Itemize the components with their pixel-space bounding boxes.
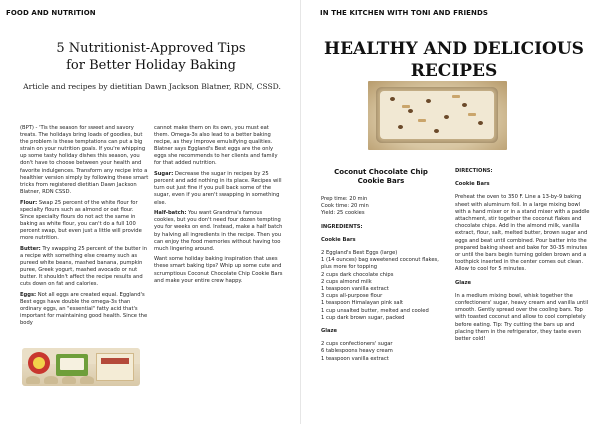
ingredient-item: 1 (14 ounces) bag sweetened coconut flakes, plus more for topping (321, 257, 439, 271)
tip-text: Try swapping 25 percent of the butter in a recipe with something else creamy such as pureed white beans, mashed banana, pumpkin puree, Greek yogurt, mashed avocado or nut butter. It shouldn't affect the recipe results and cuts down on fat and calories. (20, 245, 147, 288)
right-page (301, 0, 600, 424)
ingredient-item: 3 cups all-purpose flour (321, 293, 383, 300)
ingredient-item: 2 cups almond milk (321, 278, 372, 285)
tip-eggs (20, 292, 149, 327)
section-header: IN THE KITCHEN WITH TONI AND FRIENDS (320, 9, 489, 17)
tip-half-batch (154, 210, 285, 253)
recipes-title (321, 38, 587, 82)
recipes-title-line-1: HEALTHY AND DELICIOUS (324, 39, 584, 59)
glaze-item: 2 cups confectioners' sugar (321, 341, 393, 348)
tip-label: Butter: (20, 245, 41, 252)
directions-heading: DIRECTIONS: (455, 168, 493, 174)
ingredient-item: 1 teaspoon Himalayan pink salt (321, 300, 404, 307)
eggs-continued: cannot make them on its own, you must eat them. Omega-3s also lead to a better baking recipe, as they improve emulsifying qualities. Blatner says Eggland's Best eggs are the only eggs she recommends to her clients and family for that added nutrition. (154, 125, 278, 167)
tip-flour (20, 200, 149, 243)
article-title (10, 40, 292, 74)
glaze-item: 6 tablespoons heavy cream (321, 348, 393, 355)
directions-cookie-subheading: Cookie Bars (455, 181, 490, 188)
tip-label: Eggs: (20, 291, 37, 298)
closing-paragraph: Want some holiday baking inspiration that uses these smart baking tips? Whip up some cute and scrumptious Coconut Chocolate Chip Cookie Bars and make your entire crew happy. (154, 256, 283, 284)
ingredient-item: 1 cup unsalted butter, melted and cooled (321, 307, 429, 314)
ingredients-column (321, 196, 451, 363)
brand-badge-icon (28, 352, 50, 374)
recipe-title-line-1: Coconut Chocolate Chip (334, 168, 428, 176)
cookie-bars-subheading: Cookie Bars (321, 236, 356, 243)
tip-text: You want Grandma's famous cookies, but you don't need four dozen tempting you for weeks on end. Instead, make a half batch by halving all ingredients in the recipe. Then you can enjoy the food memories without having too much lingering around. (154, 210, 283, 252)
tip-label: Sugar: (154, 171, 174, 178)
tip-sugar (154, 171, 285, 206)
tip-text: Decrease the sugar in recipes by 25 percent and add nothing in its place. Recipes will turn out just fine if you pull back some of the sugar, even if you aren't swapping in something else. (154, 171, 282, 206)
yield: Yield: 25 cookies (321, 210, 365, 217)
ingredient-item: 1 teaspoon vanilla extract (321, 286, 389, 293)
directions-column (455, 168, 591, 343)
ingredient-item: 2 cups dark chocolate chips (321, 271, 394, 278)
tip-label: Flour: (20, 199, 38, 206)
ingredients-heading: INGREDIENTS: (321, 223, 363, 230)
tip-text: Swap 25 percent of the white flour for specialty flours such as almond or oat flour. Since specialty flours do not act the same in baking as white flour, you can't do a full 100 percent swap, but even just a little will provide more nutrition. (20, 199, 142, 241)
cook-time: Cook time: 20 min (321, 203, 369, 210)
article-column-1 (20, 125, 149, 331)
glaze-subheading: Glaze (321, 328, 338, 335)
section-header: FOOD AND NUTRITION (6, 9, 96, 17)
tip-label: Half-batch: (154, 210, 187, 217)
cookie-bars-photo (368, 81, 507, 150)
egg-carton-image (22, 348, 140, 386)
ingredient-item: 2 Eggland's Best Eggs (large) (321, 250, 398, 257)
article-title-line-2: for Better Holiday Baking (66, 58, 236, 73)
tip-text: Not all eggs are created equal. Eggland's Best eggs have double the omega-3s than ordinary eggs, an "essential" fatty acid that's important for maintaining good health. Since the body (20, 291, 148, 327)
directions-glaze-text: In a medium mixing bowl, whisk together the confectioners' sugar, heavy cream and vanilla until smooth. Gently spread over the cooling bars. Top with toasted coconut and allow to cool completely before eating. Tip: Try cutting the bars up and placing them in the refrigerator, they taste even better cold! (455, 292, 589, 343)
directions-cookie-text: Preheat the oven to 350 F. Line a 13-by-9 baking sheet with aluminum foil. In a large mixing bowl with a hand mixer or in a stand mixer with a paddle attachment, stir together the coconut flakes and chocolate chips. Add in the almond milk, vanilla extract, flour, salt, melted butter, brown sugar and eggs and beat until combined. Pour batter into the prepared baking sheet and bake for 30-35 minutes or until the bars begin turning golden brown and a toothpick inserted in the center comes out clean. Allow to cool for 5 minutes. (455, 194, 590, 273)
tip-butter (20, 246, 149, 289)
recipe-title-line-2: Cookie Bars (357, 177, 405, 185)
glaze-item: 1 teaspoon vanilla extract (321, 355, 389, 362)
directions-glaze-subheading: Glaze (455, 279, 472, 286)
recipes-title-line-2: RECIPES (410, 61, 498, 81)
ingredient-item: 1 cup dark brown sugar, packed (321, 314, 405, 321)
recipe-title (320, 168, 442, 186)
byline: Article and recipes by dietitian Dawn Jackson Blatner, RDN, CSSD. (23, 82, 281, 91)
prep-time: Prep time: 20 min (321, 196, 368, 202)
intro-paragraph: (BPT) - 'Tis the season for sweet and savory treats. The holidays bring loads of goodies, but the problem is these temptations can put a big strain on your nutrition goals. If you're whipping up some tasty holiday dishes this season, you don't have to choose between your health and favorite indulgences. Transform any recipe into a healthier version simply by following these smart tricks from registered dietitian Dawn Jackson Blatner, RDN CSSD. (20, 125, 149, 195)
article-column-2 (154, 125, 285, 288)
article-title-line-1: 5 Nutritionist-Approved Tips (56, 41, 246, 56)
